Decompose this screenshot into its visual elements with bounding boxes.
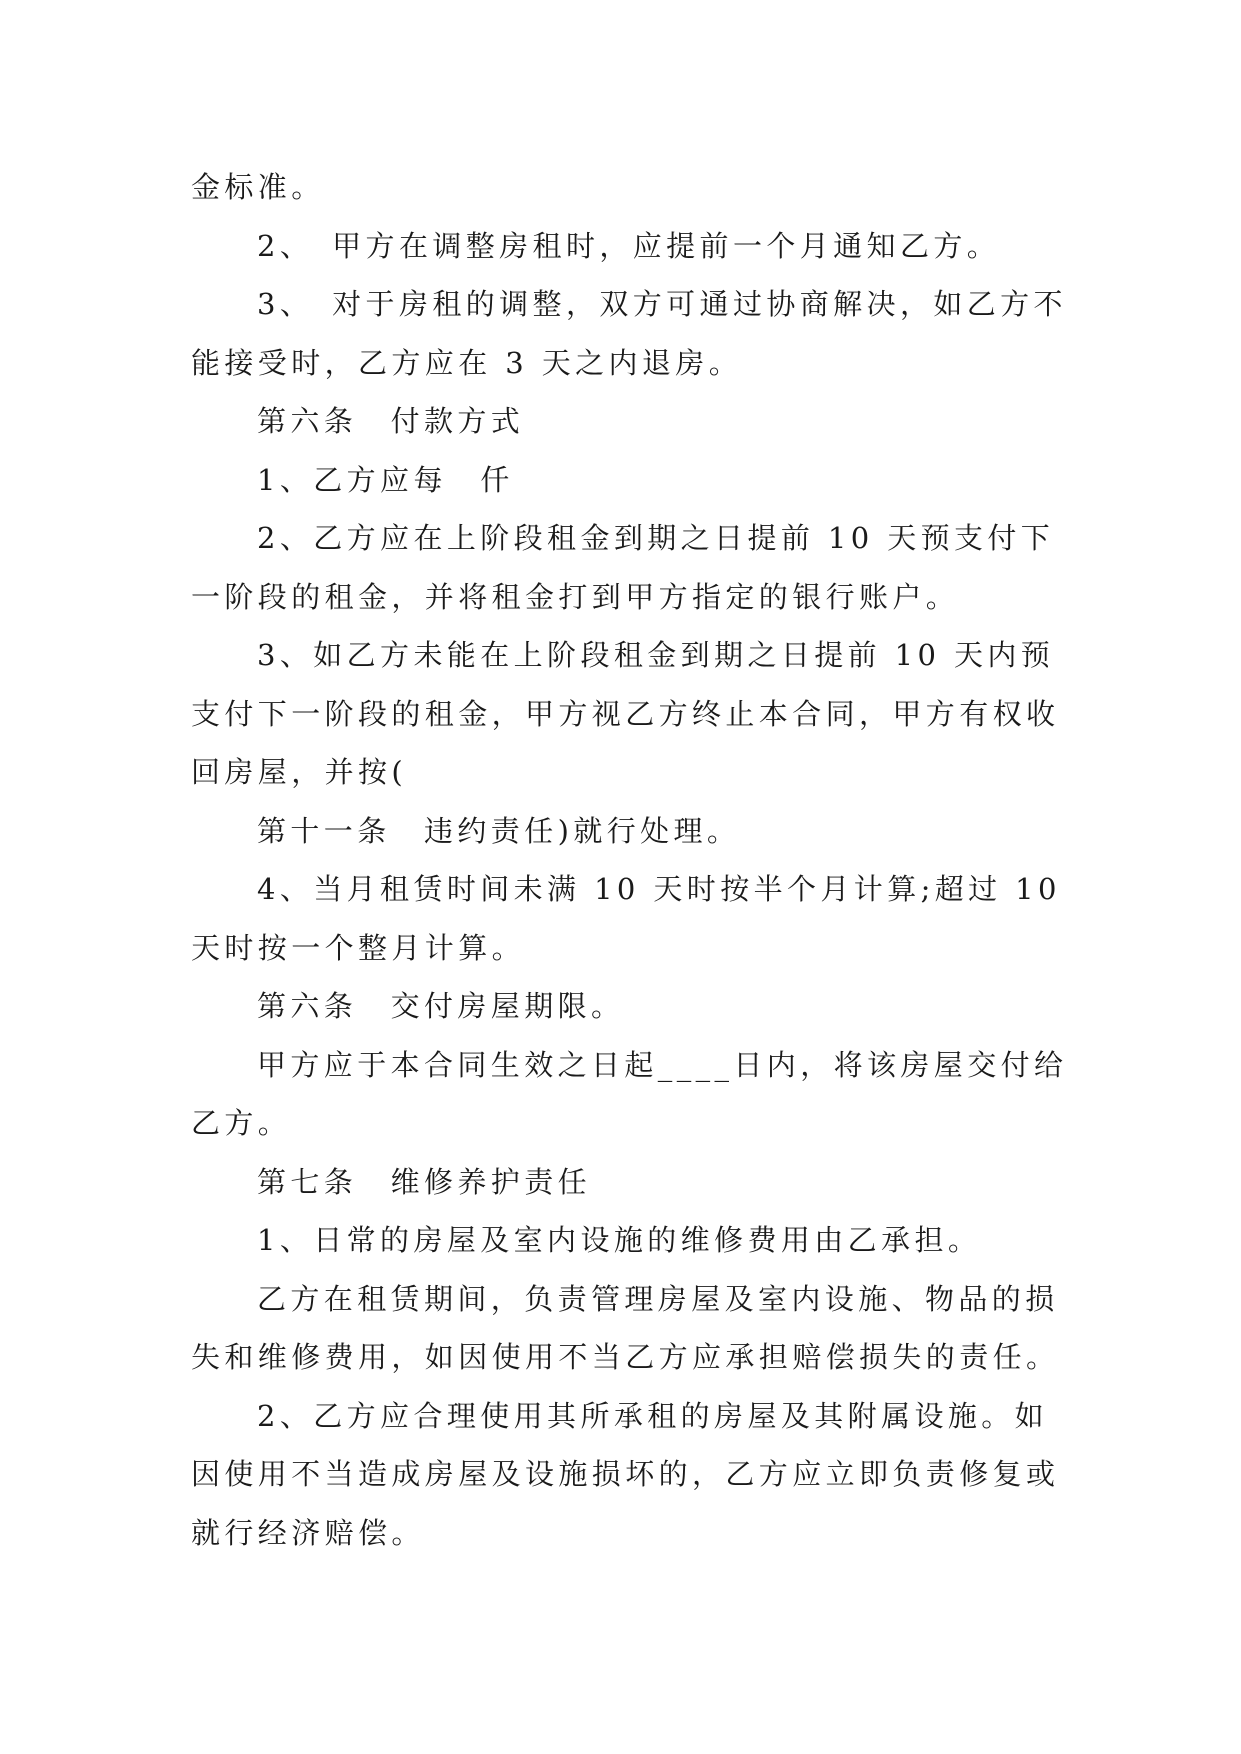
heading-article-6-delivery: 第六条 交付房屋期限。 (257, 989, 625, 1023)
document-body (191, 158, 1075, 1562)
heading-article-7-maintenance: 第七条 维修养护责任 (257, 1164, 592, 1199)
paragraph-article-11-reference: 第十一条 违约责任)就行处理。 (257, 813, 741, 848)
paragraph-payment-4: 4、当月租赁时间未满 10 天时按半个月计算;超过 10 天时按一个整月计算。 (191, 872, 1075, 965)
paragraph-maintenance-responsibility: 乙方在租赁期间，负责管理房屋及室内设施、物品的损失和维修费用，如因使用不当乙方应承担赔偿损失的责任。 (191, 1281, 1060, 1374)
paragraph-payment-3: 3、如乙方未能在上阶段租金到期之日提前 10 天内预支付下一阶段的租金，甲方视乙方终止本合同，甲方有权收回房屋，并按( (191, 638, 1060, 789)
paragraph-maintenance-1: 1、日常的房屋及室内设施的维修费用由乙承担。 (257, 1223, 982, 1257)
paragraph-rent-adjust-notice: 2、 甲方在调整房租时，应提前一个月通知乙方。 (257, 228, 1001, 263)
paragraph-maintenance-2: 2、乙方应合理使用其所承租的房屋及其附属设施。如因使用不当造成房屋及设施损坏的，乙方应立即负责修复或就行经济赔偿。 (191, 1398, 1060, 1550)
heading-article-6-payment: 第六条 付款方式 (257, 404, 525, 438)
paragraph-payment-2: 2、乙方应在上阶段租金到期之日提前 10 天预支付下一阶段的租金，并将租金打到甲方指定的银行账户。 (191, 521, 1055, 614)
paragraph-rent-adjust-negotiation: 3、 对于房租的调整，双方可通过协商解决，如乙方不能接受时，乙方应在 3 天之内退房。 (191, 287, 1067, 380)
paragraph-delivery: 甲方应于本合同生效之日起____日内，将该房屋交付给乙方。 (191, 1047, 1068, 1140)
paragraph-payment-1: 1、乙方应每 仟 (257, 462, 514, 497)
paragraph-continuation: 金标准。 (191, 170, 325, 204)
